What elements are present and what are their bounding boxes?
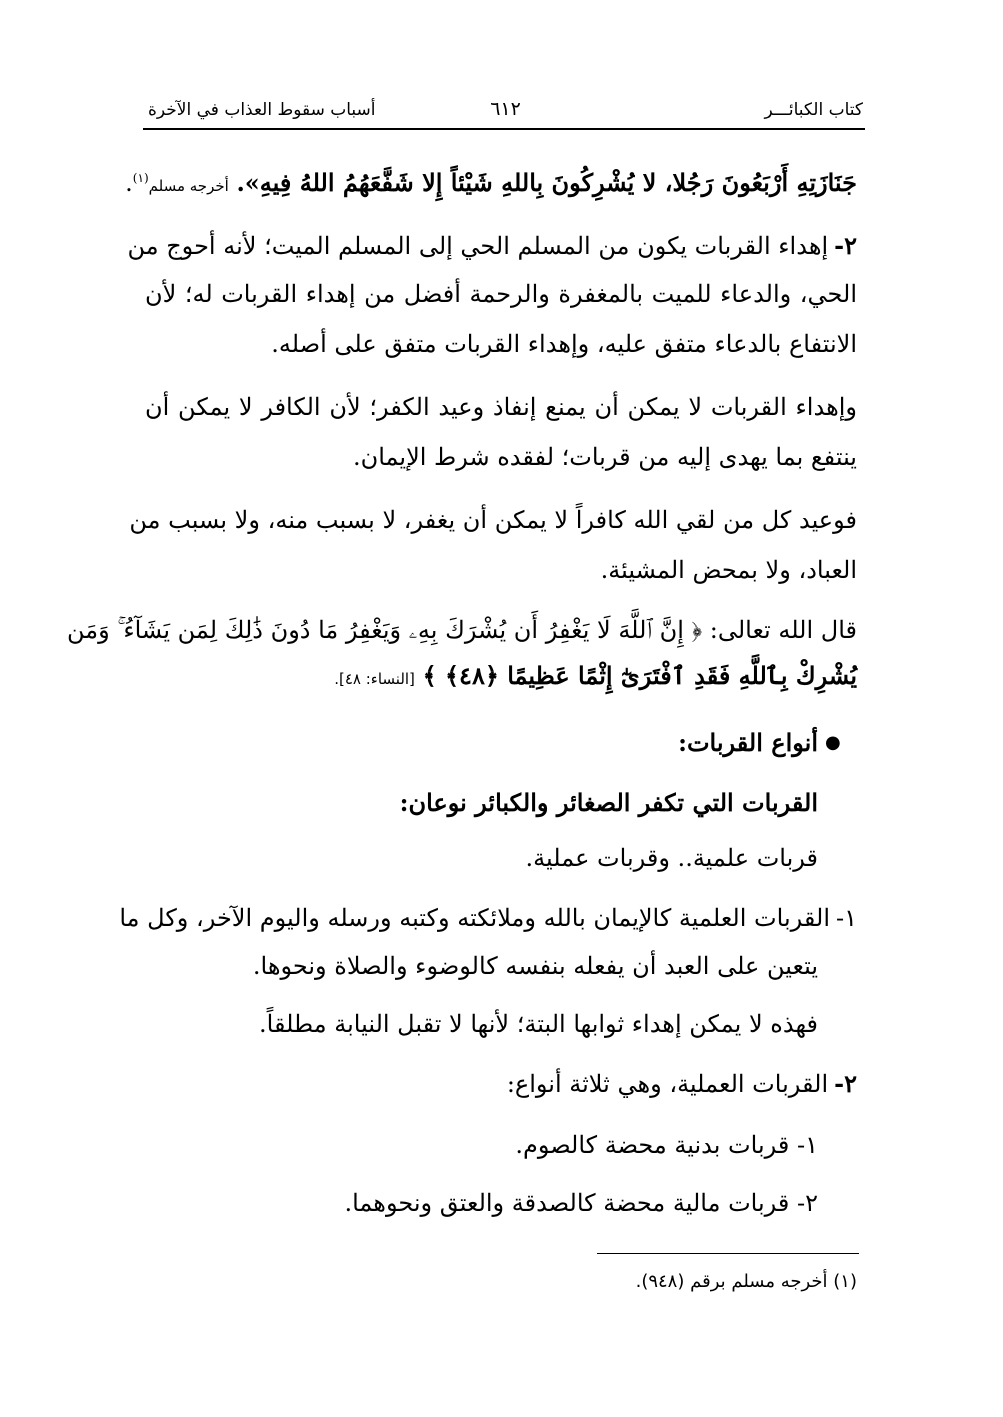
subitem-2: ٢- قربات مالية محضة كالصدقة والعتق ونحوهما.	[344, 1189, 818, 1217]
quran-line1: قال الله تعالى: ﴿ إِنَّ ٱللَّهَ لَا يَغْفِرُ أَن يُشْرَكَ بِهِۦ وَيَغْفِرُ مَا دُونَ ذَٰلِكَ لِمَن يَشَآءُ ۚ وَمَن	[66, 616, 857, 644]
footnote-ref: (١)	[132, 171, 149, 185]
footnote-rule	[597, 1253, 859, 1254]
types-line: قربات علمية.. وقربات عملية.	[525, 844, 818, 872]
hadith-source: أخرجه مسلم	[148, 177, 229, 195]
header-rule	[143, 128, 865, 130]
para2-line3: الانتفاع بالدعاء متفق عليه، وإهداء القربات متفق على أصله.	[271, 330, 857, 358]
item1-text: القربات العلمية كالإيمان بالله وملائكته وكتبه ورسله واليوم الآخر، وكل ما	[119, 904, 830, 932]
heading-text: أنواع القربات:	[678, 728, 818, 757]
quran-verse: يُشْرِكْ بِٱللَّهِ فَقَدِ ٱفْتَرَىٰٓ إِثْمًا عَظِيمًا ﴿٤٨﴾ ﴾	[422, 661, 857, 690]
item-number: ٢-	[834, 1069, 857, 1098]
book-title: كتاب الكبائـــر	[764, 100, 863, 120]
para4-line1: فوعيد كل من لقي الله كافراً لا يمكن أن يغفر، لا بسبب منه، ولا بسبب من	[129, 506, 857, 534]
footnote: (١) أخرجه مسلم برقم (٩٤٨).	[635, 1271, 857, 1292]
hadith-line: جَنَازَتِهِ أَرْبَعُونَ رَجُلا، لا يُشْرِكُونَ بِاللهِ شَيْئاً إِلا شَفَّعَهُمُ اللهُ فِيهِ». أخرجه مسلم$^{(١)}$.	[125, 168, 857, 197]
quran-line2	[145, 656, 857, 699]
page-number: ٦١٢	[490, 98, 521, 120]
para3-line1: وإهداء القربات لا يمكن أن يمنع إنفاذ وعيد الكفر؛ لأن الكافر لا يمكن أن	[145, 393, 857, 421]
item-number: ١-	[836, 904, 857, 932]
item2-line1	[145, 1064, 857, 1104]
hadith-quote: جَنَازَتِهِ أَرْبَعُونَ رَجُلا، لا يُشْرِكُونَ بِاللهِ شَيْئاً إِلا شَفَّعَهُمُ اللهُ فِيهِ».	[236, 168, 857, 197]
item1-line2: يتعين على العبد أن يفعله بنفسه كالوضوء والصلاة ونحوها.	[252, 952, 818, 980]
para2-text: إهداء القربات يكون من المسلم الحي إلى المسلم الميت؛ لأنه أحوج من	[127, 232, 829, 260]
section-heading	[144, 723, 818, 763]
item-number: ٢-	[834, 231, 857, 260]
subheading: القربات التي تكفر الصغائر والكبائر نوعان:	[399, 788, 818, 817]
bullet-icon: ●	[825, 732, 841, 753]
para2-line1	[127, 226, 857, 266]
para4-line2: العباد، ولا بمحض المشيئة.	[600, 556, 857, 584]
subitem-1: ١- قربات بدنية محضة كالصوم.	[515, 1131, 818, 1159]
item1-line1	[119, 898, 857, 938]
running-header	[148, 92, 863, 128]
para3-line2: ينتفع بما يهدى إليه من قربات؛ لفقده شرط الإيمان.	[352, 443, 857, 471]
quran-reference: [النساء: ٤٨].	[334, 670, 415, 688]
item2-text: القربات العملية، وهي ثلاثة أنواع:	[506, 1070, 829, 1098]
item1-line3: فهذه لا يمكن إهداء ثوابها البتة؛ لأنها لا تقبل النيابة مطلقاً.	[259, 1010, 818, 1038]
para2-line2: الحي، والدعاء للميت بالمغفرة والرحمة أفضل من إهداء القربات له؛ لأن	[145, 280, 857, 308]
chapter-title: أسباب سقوط العذاب في الآخرة	[148, 100, 376, 120]
